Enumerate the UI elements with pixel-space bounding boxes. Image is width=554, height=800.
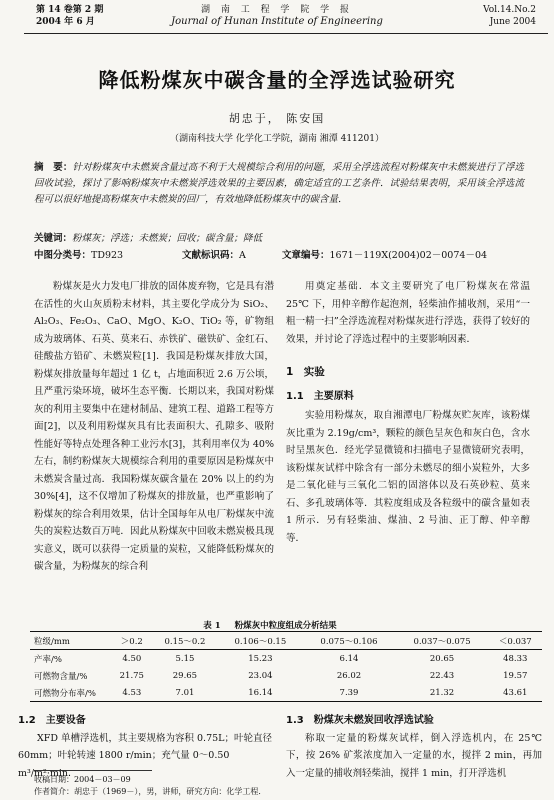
abstract-label: 摘 要：: [34, 162, 73, 173]
table-cell: 23.04: [248, 670, 273, 681]
table-cell: 可燃物含量/%: [34, 671, 88, 682]
particle-size-table: [30, 631, 542, 702]
table-cell: 29.65: [172, 670, 198, 681]
table-header-cell: ＜0.037: [489, 632, 542, 650]
intro-paragraph-continued: 用奠定基础．本文主要研究了电厂粉煤灰在常温 25℃ 下，用仲辛醇作起泡剂，轻柴油作捕收剂，采用“一粗一精一扫”全浮选流程对粉煤灰进行浮选，获得了较好的效果，并讨论了浮选过程中的主要影响因素．: [286, 281, 530, 345]
journal-name-en: Journal of Hunan Institute of Engineering: [171, 16, 383, 27]
header-volume: 第 14 卷第 2 期: [36, 5, 104, 15]
table-row: [30, 667, 542, 684]
table-cell: 6.14: [339, 653, 359, 664]
affiliation: （湖南科技大学 化学化工学院，湖南 湘潭 411201）: [170, 134, 384, 144]
table-cell: 21.32: [396, 684, 489, 702]
body-right-column: [286, 278, 530, 547]
clc-label: 中图分类号：: [34, 250, 92, 261]
subsection-heading-flotation: 1.3 粉煤灰未燃炭回收浮选试验: [286, 715, 434, 726]
table-label: 表 1: [203, 621, 221, 631]
footnote-received: 收稿日期：2004－03－09: [34, 775, 131, 784]
table-header-cell: ＞0.2: [112, 632, 152, 650]
table-cell: 5.15: [175, 653, 195, 664]
table-cell: 22.43: [429, 670, 455, 681]
authors: 胡忠于， 陈安国: [228, 112, 326, 125]
header-date-en: June 2004: [489, 17, 536, 27]
equipment-section: [18, 712, 276, 782]
header-volume-en: Vol.14.No.2: [483, 5, 536, 15]
table-cell: 4.53: [112, 684, 152, 702]
table-header-cell: 0.15～0.2: [152, 632, 219, 650]
table-cell: 19.57: [503, 670, 528, 681]
table-header-cell: 0.037～0.075: [396, 632, 489, 650]
table-cell: 15.23: [248, 653, 273, 664]
table-header-cell: 0.075～0.106: [302, 632, 395, 650]
table-header-row: [30, 632, 542, 650]
journal-name-cn: 湖 南 工 程 学 院 学 报: [200, 5, 354, 15]
table-cell: 可燃物分布率/%: [30, 684, 112, 702]
intro-paragraph: 粉煤灰是火力发电厂排放的固体废弃物，它是具有潜在活性的火山灰质粉末材料，其主要化学成分为 SiO₂、Al₂O₃、Fe₂O₃、CaO、MgO、K₂O、TiO₂ 等，矿物组成为玻璃体、石英、莫来石、赤铁矿、磁铁矿、金红石、硅酸盐方铅矿、未燃炭粒[1]．我国是粉煤灰排放大国，粉煤灰排放量每年超过 1 亿 t，占地面积近 2.6 万公顷，且严重污染环境，破坏生态平衡．长期以来，我国对粉煤灰的利用主要集中在建材制品、建筑工程、道路工程等方面[2]，以及利用粉煤灰具有比表面积大、孔隙多、吸附性能好等特点处理各种工业污水[3]，其利用率仅为 40% 左右，制约粉煤灰大规模综合利用的重要原因是粉煤灰中未燃炭含量过高．我国粉煤灰碳含量在 20% 以上的约为 30%[4]，这不仅增加了粉煤灰的排放量，也严重影响了粉煤灰的综合利用效果，估计全国每年从电厂粉煤灰中流失的炭粒达数百万吨．因此从粉煤灰中回收未燃炭极具现实意义，既可以获得一定质量的炭粒，又能降低粉煤灰的碳含量，为粉煤灰的综合利: [34, 281, 274, 572]
footnote-rule: [34, 770, 152, 771]
table-row: [30, 650, 542, 668]
subsection-heading-materials: 1.1 主要原料: [286, 390, 354, 402]
abstract-text: 针对粉煤灰中未燃炭含量过高不利于大规模综合利用的问题，采用全浮选流程对粉煤灰中未燃炭进行了浮选回收试验，探讨了影响粉煤灰中未燃炭浮选效果的主要因素，确定适宜的工艺条件．试验结果表明，采用该全浮选流程可以很好地提高粉煤灰中未燃炭的回厂，有效地降低粉煤灰中的碳含量．: [34, 162, 524, 205]
table-header-cell: 0.106～0.15: [218, 632, 302, 650]
header-right: [483, 4, 536, 28]
materials-paragraph: 实验用粉煤灰，取自湘潭电厂粉煤灰贮灰库，该粉煤灰比重为 2.19g/cm³，颗粒的颜色呈灰色和灰白色，含水时呈黑灰色．经光学显微镜和扫描电子显微镜研究表明，该粉煤灰试样中除含有一部分未燃尽的细小炭粒外，大多是二氧化硅与三氧化二铝的固溶体以及石英砂粒、莫来石、多孔玻璃体等．其粒度组成及各粒级中的碳含量如表 1 所示．另有轻柴油、煤油、2 号油、正丁醇、仲辛醇等．: [286, 410, 530, 544]
header-center: [0, 4, 554, 28]
article-no-label: 文章编号：: [282, 250, 330, 261]
table-caption: [0, 619, 554, 631]
table-cell: 4.50: [122, 653, 142, 664]
keywords-label: 关键词：: [34, 233, 73, 244]
table-row: [30, 684, 542, 702]
subsection-heading-equipment: 1.2 主要设备: [18, 715, 86, 726]
table-cell: 7.39: [302, 684, 395, 702]
abstract: [34, 160, 524, 208]
header-date: 2004 年 6 月: [36, 17, 95, 27]
keywords: [34, 231, 524, 247]
table-cell: 7.01: [152, 684, 219, 702]
clc-value: TD923: [91, 250, 124, 261]
table-cell: 26.02: [336, 670, 362, 681]
doc-code-label: 文献标识码：: [182, 250, 240, 261]
table-cell: 48.33: [503, 653, 528, 664]
equipment-paragraph: XFD 单槽浮选机，其主要规格为容积 0.75L；叶轮直径 60mm；叶轮转速 1800 r/min；充气量 0～0.50 m³/m²·min．: [18, 732, 272, 779]
footnote-author: 作者简介：胡忠于（1969－），男，讲师，研究方向：化学工程．: [34, 787, 267, 796]
running-header: [0, 4, 554, 34]
table-cell: 20.65: [429, 653, 455, 664]
keywords-text: 粉煤灰；浮选；未燃炭；回收；碳含量；降低: [72, 233, 263, 244]
flotation-test-section: [286, 712, 542, 782]
paper-title: 降低粉煤灰中碳含量的全浮选试验研究: [98, 68, 456, 92]
table-header-cell: 粒级/mm: [30, 632, 112, 650]
table-cell: 43.61: [489, 684, 542, 702]
doc-code-value: A: [239, 250, 246, 261]
table-cell: 产率/%: [34, 654, 62, 665]
table-title: 粉煤灰中粒度组成分析结果: [234, 621, 337, 631]
flotation-paragraph: 称取一定量的粉煤灰试样，倒入浮选机内，在 25℃ 下，按 26% 矿浆浓度加入一定量的水，搅拌 2 min，再加入一定量的捕收剂轻柴油，搅拌 1 min，打开浮选机: [286, 732, 542, 779]
table-cell: 16.14: [218, 684, 302, 702]
section-heading-experiment: 1 实验: [286, 366, 325, 378]
table-cell: 21.75: [119, 670, 144, 681]
article-no-value: 1671－119X(2004)02－0074－04: [329, 250, 488, 261]
header-rule: [24, 33, 548, 34]
body-left-column: [34, 278, 274, 576]
